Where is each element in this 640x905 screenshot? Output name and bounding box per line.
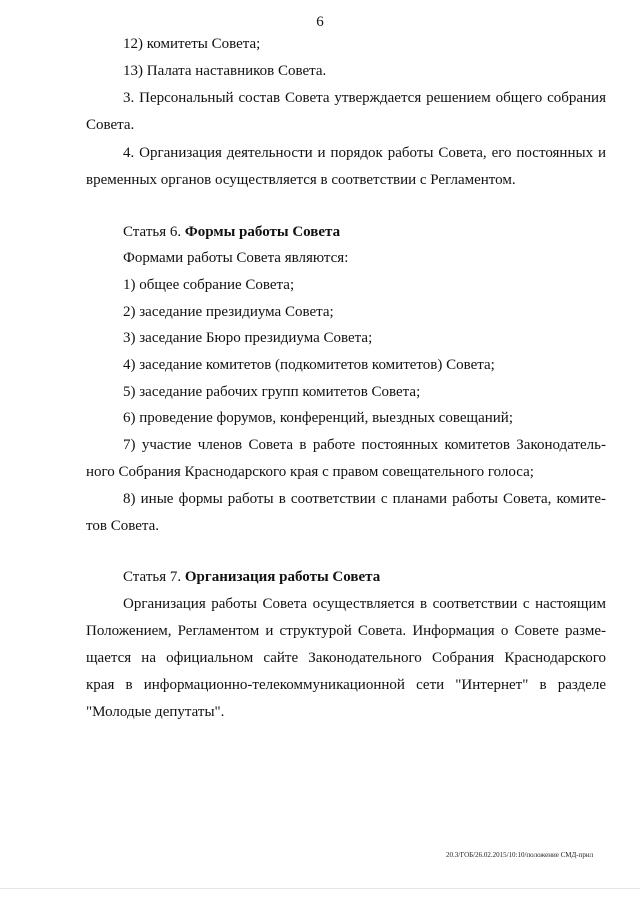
article-7-prefix: Статья 7. — [123, 569, 182, 585]
form-item-6: 6) проведение форумов, конференций, выездных совещаний; — [123, 410, 513, 426]
form-item-2: 2) заседание президиума Совета; — [123, 304, 334, 320]
article-7-line-2: Положением, Регламентом и структурой Совета. Информация о Совете разме- — [86, 623, 606, 639]
form-item-1: 1) общее собрание Совета; — [123, 277, 295, 293]
article-6-title: Формы работы Совета — [184, 224, 341, 240]
paragraph-4-line-1: 4. Организация деятельности и порядок работы Совета, его постоянных и — [123, 145, 606, 161]
article-6-heading — [123, 222, 340, 242]
article-6-prefix: Статья 6. — [123, 224, 182, 240]
paragraph-4-line-2: временных органов осуществляется в соответствии с Регламентом. — [86, 172, 516, 188]
page-number: 6 — [316, 14, 324, 30]
article-7-title: Организация работы Совета — [184, 569, 381, 585]
form-item-5: 5) заседание рабочих групп комитетов Совета; — [123, 384, 421, 400]
article-7-line-5: "Молодые депутаты". — [86, 704, 225, 720]
form-item-7-line-2: ного Собрания Краснодарского края с правом совещательного голоса; — [86, 464, 534, 480]
paragraph-3-line-2: Совета. — [86, 117, 135, 133]
article-7-heading — [123, 567, 380, 587]
footer-file-reference: 20.3/ГОБ/26.02.2015/10:10/положение СМД-прил — [446, 851, 594, 859]
page-bottom-rule — [0, 888, 640, 889]
list-item-13: 13) Палата наставников Совета. — [123, 63, 327, 79]
form-item-8-line-1: 8) иные формы работы в соответствии с планами работы Совета, комите- — [123, 491, 606, 507]
article-7-line-3: щается на официальном сайте Законодательного Собрания Краснодарского — [86, 650, 606, 666]
form-item-8-line-2: тов Совета. — [86, 518, 159, 534]
form-item-3: 3) заседание Бюро президиума Совета; — [123, 330, 373, 346]
form-item-4: 4) заседание комитетов (подкомитетов комитетов) Совета; — [123, 357, 495, 373]
form-item-7-line-1: 7) участие членов Совета в работе постоянных комитетов Законодатель- — [123, 437, 606, 453]
paragraph-3-line-1: 3. Персональный состав Совета утверждается решением общего собрания — [123, 90, 606, 106]
article-7-line-4: края в информационно-телекоммуникационной сети "Интернет" в разделе — [86, 677, 606, 693]
list-item-12: 12) комитеты Совета; — [123, 36, 261, 52]
article-6-intro: Формами работы Совета являются: — [123, 250, 349, 266]
article-7-line-1: Организация работы Совета осуществляется в соответствии с настоящим — [123, 596, 606, 612]
